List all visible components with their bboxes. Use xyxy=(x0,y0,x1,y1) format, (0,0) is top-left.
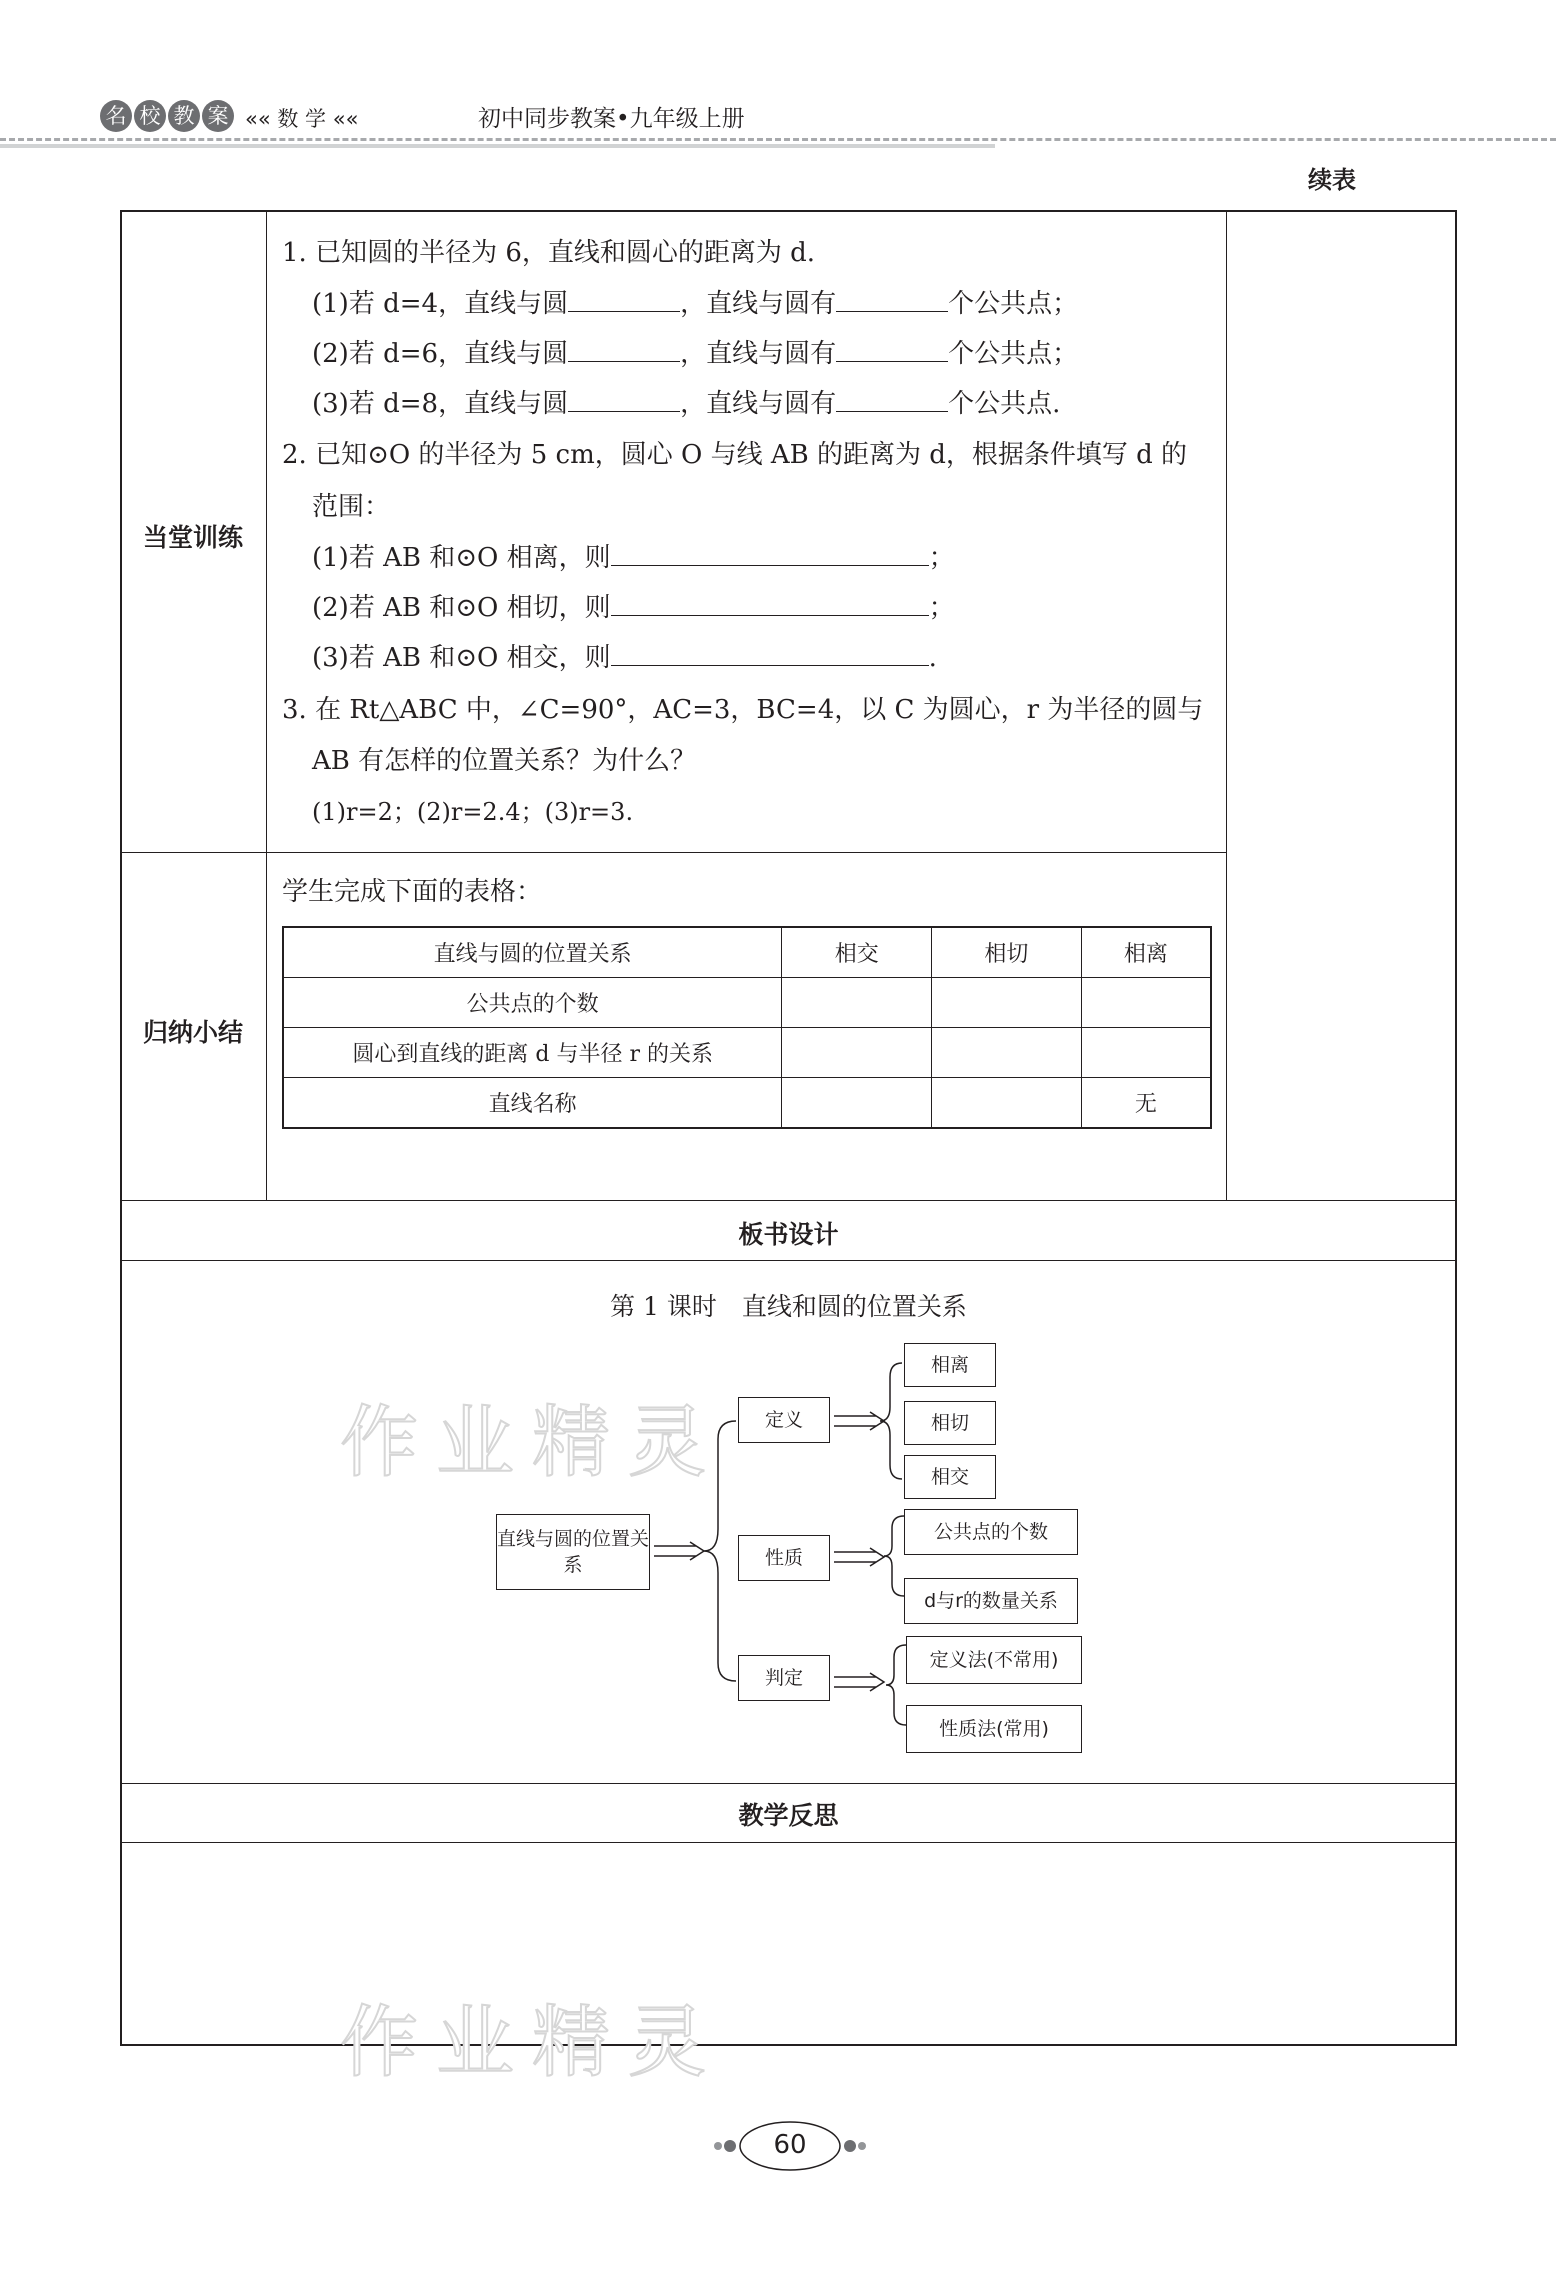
header-cell: 直线与圆的位置关系 xyxy=(283,927,782,978)
logo-char: 名 xyxy=(100,100,132,132)
text: ，直线与圆有 xyxy=(680,339,837,369)
question-3-items: (1)r=2；(2)r=2.4；(3)r=3. xyxy=(312,798,634,826)
continued-label: 续表 xyxy=(1308,166,1356,194)
question-2-stem-line-1: 2. 已知⊙O 的半径为 5 cm，圆心 O 与线 AB 的距离为 d，根据条件填写 d 的 xyxy=(282,440,1188,470)
watermark: 作业精灵 xyxy=(340,1398,725,1488)
arrow xyxy=(834,1548,884,1566)
leaf-definition-method: 定义法(不常用) xyxy=(906,1636,1082,1684)
summary-intro: 学生完成下面的表格： xyxy=(282,877,543,907)
question-2-stem-line-2: 范围： xyxy=(312,492,391,522)
question-3-stem-line-1: 3. 在 Rt△ABC 中，∠C=90°，AC=3，BC=4，以 C 为圆心，r 为半径的圆与 xyxy=(282,695,1204,725)
text: 个公共点； xyxy=(948,339,1079,369)
logo-char: 教 xyxy=(168,100,200,132)
text: (1)若 AB 和⊙O 相离，则 xyxy=(312,543,611,573)
book-title: 初中同步教案•九年级上册 xyxy=(478,106,745,132)
arrow xyxy=(834,1412,884,1430)
text: . xyxy=(928,643,937,673)
practice-label: 当堂训练 xyxy=(142,523,243,552)
subject-label: «« 数 学 «« xyxy=(245,107,359,131)
arrow xyxy=(654,1542,704,1560)
leaf-tangent: 相切 xyxy=(904,1401,996,1445)
header-cell: 相切 xyxy=(932,927,1082,978)
arrow xyxy=(834,1673,884,1691)
branch-definition: 定义 xyxy=(738,1397,830,1443)
text: ，直线与圆有 xyxy=(680,289,837,319)
text: (3)若 AB 和⊙O 相交，则 xyxy=(312,643,611,673)
logo-char: 案 xyxy=(202,100,234,132)
brace xyxy=(886,1645,906,1725)
leaf-property-method: 性质法(常用) xyxy=(906,1705,1082,1753)
text: 个公共点. xyxy=(948,389,1061,419)
root-node: 直线与圆的位置关系 xyxy=(496,1514,650,1590)
lesson-title: 第 1 课时 直线和圆的位置关系 xyxy=(610,1292,967,1321)
row-label: 公共点的个数 xyxy=(283,978,782,1028)
text: (3)若 d=8，直线与圆 xyxy=(312,389,569,419)
leaf-intersect: 相交 xyxy=(904,1455,996,1499)
leaf-separate: 相离 xyxy=(904,1343,996,1387)
leaf-d-r-relation: d与r的数量关系 xyxy=(904,1578,1078,1624)
page-number: 60 xyxy=(773,2130,807,2160)
branch-judgement: 判定 xyxy=(738,1655,830,1701)
logo-char: 校 xyxy=(134,100,166,132)
text: ，直线与圆有 xyxy=(680,389,837,419)
text: 个公共点； xyxy=(948,289,1079,319)
branch-property: 性质 xyxy=(738,1535,830,1581)
row-label: 圆心到直线的距离 d 与半径 r 的关系 xyxy=(283,1028,782,1078)
row-label: 直线名称 xyxy=(283,1078,782,1129)
brace xyxy=(884,1516,904,1596)
summary-label: 归纳小结 xyxy=(142,1018,243,1047)
watermark: 作业精灵 xyxy=(340,1998,725,2088)
leaf-common-points: 公共点的个数 xyxy=(904,1509,1078,1555)
text: ； xyxy=(928,593,955,623)
text: (2)若 AB 和⊙O 相切，则 xyxy=(312,593,611,623)
board-design-title: 板书设计 xyxy=(738,1220,839,1249)
question-1-stem: 1. 已知圆的半径为 6，直线和圆心的距离为 d. xyxy=(282,238,816,268)
question-3-stem-line-2: AB 有怎样的位置关系？为什么？ xyxy=(312,746,697,776)
header-cell: 相离 xyxy=(1081,927,1211,978)
reflection-title: 教学反思 xyxy=(738,1801,839,1830)
brace xyxy=(880,1363,902,1479)
header-cell: 相交 xyxy=(782,927,932,978)
answer-cell: 无 xyxy=(1081,1078,1211,1129)
text: (1)若 d=4，直线与圆 xyxy=(312,289,569,319)
text: (2)若 d=6，直线与圆 xyxy=(312,339,569,369)
text: ； xyxy=(928,543,955,573)
